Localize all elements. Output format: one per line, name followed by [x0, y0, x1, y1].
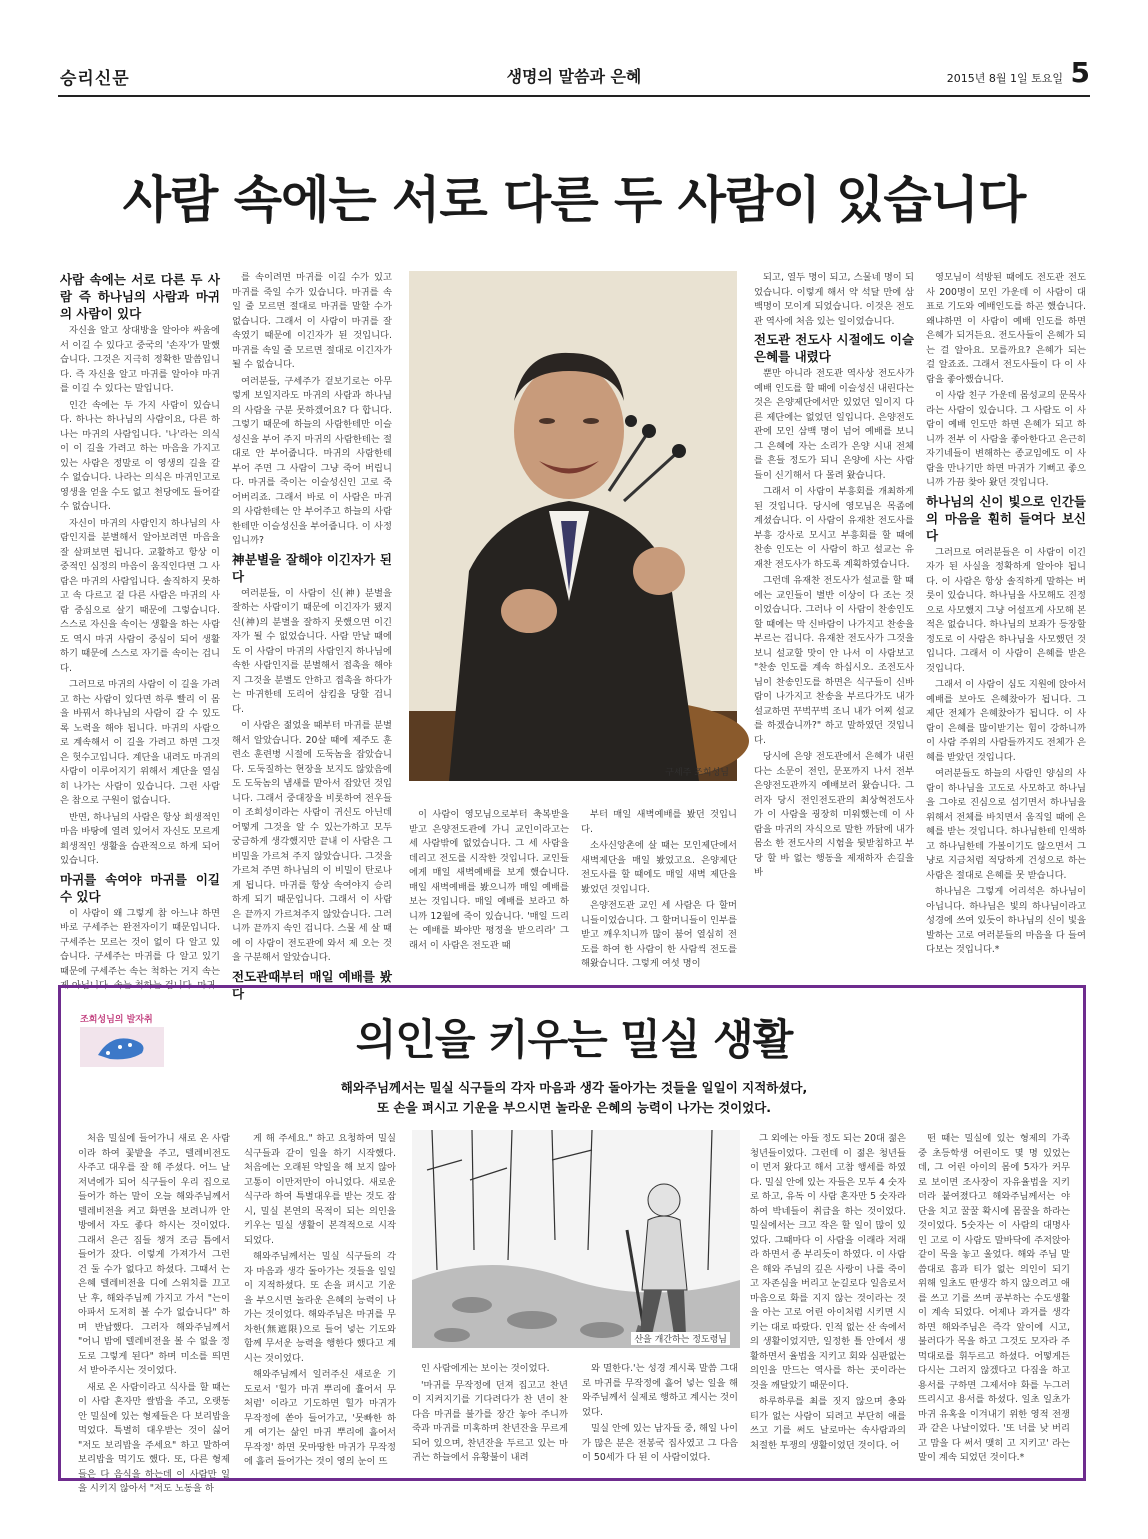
- column-text-2: [244, 1132, 396, 1467]
- paragraph: 그 외에는 아들 정도 되는 20대 젊은 청년들이었다. 그런데 이 젊은 청년들이 먼저 왔다고 해서 고참 행세를 하였다. 밀실 안에 있는 자들은 모두 4 숫자로 하고, 유독 이 사람 혼자만 5 숫자라 하여 박네들이 취급을 하는 것이었다. 밀실에서는 크고 작은 할 일이 많이 있었다. 그때마다 이 사람을 이래라 저래라 하면서 종 부리듯이 하였다. 이 사람은 해와 주님의 깊은 사랑이 나를 죽이고 자존심을 버리고 눈길로다 일음로서 마음으로 화를 지지 않는 것이라는 것을 아는 고로 어린 아이처럼 시키면 시키는 대로 따랐다. 인적 없는 산 속에서의 생활이었지만, 일정한 틀 안에서 생활하면서 율법을 지키고 회와 심판없는 의인을 만드는 역사를 하는 곳이라는 것을 깨달았기 때문이다.: [750, 1133, 906, 1391]
- paragraph: 이 사람은 젊었을 때부터 마귀를 분별해서 알았습니다. 20살 때에 제주도 훈련소 훈련병 시절에 도둑놈을 잡았습니다. 도둑질하는 현장을 보지도 않았음에도 도둑놈의 냄새를 맡아서 잡았던 것입니다. 그래서 중대장을 비롯하여 전우들이 조희성이라는 사람이 귀신도 아닌데 어떻게 그것을 알 수 있는가하고 모두 궁금하게 생각했지만 끝내 이 사람은 그 비밀을 가르쳐 주지 않았습니다. 그것을 가르쳐 주면 하나님의 이 비밀이 탄로나게 됩니다. 마귀를 항상 속여야지 승리하게 되기 때문입니다. 그래서 이 사람은 끝까지 가르쳐주지 않았습니다. 그러니까 끝까지 속인 겁니다. 스물 세 살 때에 이 사람이 전도관에 와서 제 오는 것을 구분해서 알았습니다.: [232, 720, 392, 963]
- newspaper-name: 승리신문: [60, 69, 130, 89]
- paragraph: 영모님이 석방된 때에도 전도관 전도사 200명이 모인 가운데 이 사람이 대표로 기도와 예배인도를 하곤 했습니다. 왜냐하면 이 사람이 예배 인도를 하면 은혜가 되거든요. 전도사들이 은혜가 되는 걸 알아요. 모를까요? 은혜가 되는 걸 알죠죠. 그래서 전도사들이 다 이 사람을 좋아했습니다.: [926, 272, 1086, 385]
- article-column-2: [232, 271, 392, 1001]
- paragraph: 소사신앙촌에 살 때는 모인제단에서 새벽제단을 매일 봤었고요. 은양제단 전도사를 할 때에도 매일 새벽 제단을 봤었던 것입니다.: [581, 840, 737, 895]
- page-number: 5: [1070, 56, 1090, 89]
- paragraph: 해와주님께서는 밀실 식구들의 각자 마음과 생각 돌아가는 것들을 일일이 지적하셨다. 또 손을 펴시고 기운을 부으시면 놀라운 은혜의 능력이 나가는 것이었다. 해와주님은 마귀를 무차한(無遮限)으로 들어 넣는 기도와 함께 무서운 능력을 행한다 했다고 계시는 것이었다.: [244, 1251, 396, 1364]
- photo-caption: 구세주 조희성님: [665, 768, 729, 778]
- paragraph: 를 속이려면 마귀를 이길 수가 있고 마귀를 죽일 수가 있습니다. 마귀를 속일 줄 모르면 절대로 마귀를 말할 수가 없습니다. 그래서 이 사람이 마귀를 잘 속였기 때문에 이긴자가 된 것입니다. 마귀를 속일 줄 모르면 절대로 이긴자가 될 수 없습니다.: [232, 272, 392, 370]
- column-subheadline-1: 해와주님께서는 밀실 식구들의 각자 마음과 생각 돌아가는 것들을 일일이 지적하셨다,: [340, 1080, 808, 1095]
- paragraph: 여러분들, 구세주가 겉보기로는 아무렇게 보일지라도 마귀의 사람과 하나님의 사람을 구분 못하겠어요? 다 합니다. 그렇기 때문에 하늘의 사람한테만 이슬성신을 부어 주지 마귀의 사람한테는 절대로 안 부어줍니다. 마귀의 사람한테 부어 주면 그 사람이 그냥 죽어 버립니다. 마귀를 죽이는 이슬성신인 고로 죽어버리죠. 그래서 바로 이 사람은 마귀의 사람한테는 안 부어주고 하늘의 사람한테만 이슬성신을 부어줍니다. 이 사정입니까?: [232, 375, 392, 546]
- paragraph: 인간 속에는 두 가지 사람이 있습니다. 하나는 하나님의 사람이요, 다른 하나는 마귀의 사람입니다. '나'라는 의식이 이 길을 가려고 하는 마음을 가지고 있는 사람은 정말로 이 영생의 길을 갈 수 없습니다. 나라는 의식은 마귀인고로 영생을 얻을 수도 없고 천당에도 들어갈 수 없습니다.: [60, 399, 220, 512]
- paragraph: 처음 밀실에 들어가니 새로 온 사람이라 하여 꽃밭을 주고, 텔레비전도 사주고 대우를 잘 해 주셨다. 어느 날 저녁에가 되어 식구들이 우리 집으로 들어가 하는 말이 오늘 해와주님께서 텔레비전을 켜고 화면을 보려니까 안방에서 자도 좋다 하시는 것이었다. 그래서 은근 짐들 챙겨 조금 틈에서 들어가 잤다. 이렇게 가져가서 그런 건 둘 수가 없다고 하셨다. 그때서 는 은혜 텔레비전을 디에 스위치를 끄고 난 후, 해와주님께 가지고 가서 "는이 아파서 도저히 볼 수가 없습니다" 하며 반납했다. 그러자 해와주님께서 "어니 밤에 텔레비전을 볼 수 없을 정도로 그렇게 된다" 하며 미소를 띄면서 받아주시는 것이었다.: [78, 1133, 230, 1376]
- illustration-caption: 산을 개간하는 정도령님: [631, 1332, 730, 1345]
- paragraph: 반면, 하나님의 사람은 항상 희생적인 마음 바탕에 열려 있어서 자신도 모르게 희생적인 생활을 습관적으로 하게 되어 있습니다.: [60, 811, 220, 866]
- paragraph: 인 사람에게는 보이는 것이었다.: [421, 1363, 550, 1374]
- column-badge-title: 조희성님의 발자취: [80, 1015, 153, 1025]
- paragraph: 새로 온 사람이라고 식사를 할 때는 이 사람 혼자만 쌀밥을 주고, 오랫동안 밀실에 있는 형제들은 다 보리밥을 먹었다. 특별히 대우받는 것이 싫어 "저도 보리밥을 주세요" 하고 말하여 보리밥을 먹기도 했다. 또, 다른 형제들은 다 음식을 하는데 이 사람만 일을 시키지 않아서 "저도 노동을 하: [78, 1381, 230, 1494]
- section-title: 생명의 말씀과 은혜: [506, 67, 642, 86]
- article-subhead: 하나님의 신이 빛으로 인간들의 마음을 훤히 들여다 보신다: [926, 493, 1086, 543]
- paragraph: 그러므로 여러분들은 이 사람이 이긴자가 된 사실을 정확하게 알아야 됩니다. 이 사람은 항상 솔직하게 말하는 버릇이 있습니다. 하나님을 사모해도 진정으로 사모했지 그냥 어설프게 사모해 본 적은 없습니다. 하나님의 보좌가 등장할 정도로 이 사람은 하나님을 사모했던 것입니다. 그래서 이 사람이 은혜를 받은 것입니다.: [926, 546, 1086, 674]
- photo-illustration: [409, 271, 737, 781]
- article-column-1: [60, 271, 220, 991]
- paragraph: 이 사람 친구 가운데 몸성교의 문목사라는 사람이 있습니다. 그 사람도 이 사람이 예배 인도만 하면 은혜가 되고 하니까 전부 이 사람을 좋아한다고 은근히 자기네들이 변해하는 종교임에도 이 사람을 만나기만 하면 마귀가 기뻐고 좋으니까 가끔 찾아 왔던 것입니다.: [926, 390, 1086, 488]
- issue-date: 2015년 8월 1일 토요일: [946, 72, 1063, 85]
- paragraph: 당시에 은양 전도관에서 은혜가 내린다는 소문이 전인, 문포까지 나서 전부 은양전도관까지 예배보러 왔습니다. 그러자 당시 전인전도관의 최상혁전도사가 이 사람을 굉장히 미워했는데 이 사람을 마귀의 자식으로 말한 까닭에 내가 몸소 한 전도사의 시험을 뒷받침하고 부당 할 바 없는 행동을 제재하자 손길을 바: [754, 751, 914, 878]
- paragraph: 여러분들도 하늘의 사람인 양심의 사람이 하나님을 고도로 사모하고 하나님을 그야로 진심으로 섬기면서 하나님을 위해서 전체를 바치면서 움직일 때에 은혜를 받는 것입니다. 하나님한테 인색하고 하나님한테 가볼이기도 않으면서 그냥로 지금처럼 적당하게 건성으로 하는 사람은 절대로 은혜를 못 받습니다.: [926, 768, 1086, 881]
- column-text-5: [750, 1132, 906, 1467]
- article-column-4: [581, 808, 737, 969]
- paragraph: 하루하루를 최를 짓지 않으며 충와 티가 없는 사람이 되려고 부단히 애를 쓰고 기를 써도 날로마는 속사람과의 처절한 투쟁의 생활이었던 것이다. 어: [750, 1396, 906, 1451]
- article-subhead: 사람 속에는 서로 다른 두 사람 즉 하나님의 사람과 마귀의 사람이 있다: [60, 272, 220, 321]
- article-headline: 사람 속에는 서로 다른 두 사람이 있습니다: [122, 171, 1026, 229]
- paragraph: 밀실 안에 있는 남자들 중, 해일 나이가 많은 분은 전봉국 집사였고 그 다음이 50세가 다 된 이 사람이었다.: [582, 1423, 738, 1463]
- article-subhead: 마귀를 속여야 마귀를 이길 수 있다: [60, 871, 220, 904]
- paragraph: 되고, 열두 명이 되고, 스물네 명이 되었습니다. 이렇게 해서 약 석달 만에 삼백명이 모이게 되었습니다. 이것은 전도관 역사에 처음 있는 일이었습니다.: [754, 272, 914, 327]
- paragraph: 하나님은 그렇게 어리석은 하나님이 아닙니다. 하나님은 빛의 하나님이라고 성경에 쓰여 있듯이 하나님의 신이 빛을 발하는 고로 여러분들의 마음을 다 들여다보는 것입니다.*: [926, 886, 1086, 955]
- paragraph: 게 해 주세요." 하고 요청하여 밀실 식구들과 같이 일을 하기 시작했다. 처음에는 오래된 약일을 해 보지 않아 고통이 이만저만이 아니었다. 새로운 식구라 하여 특별대우를 받는 것도 잠시, 밀실 본연의 목적이 되는 의인을 키우는 밀실 생활이 본격적으로 시작되었다.: [244, 1133, 396, 1246]
- article-column-5: [754, 271, 914, 961]
- paragraph: 뿐만 아니라 전도관 역사상 전도사가 예배 인도를 할 때에 이슬성신 내린다는 것은 은양제단에서만 있었던 일이지 다른 제단에는 없었던 일입니다. 은양전도관에 모인 삼백 명이 넘어 예배를 보니 그 은혜에 자는 소리가 은양 시내 전체를 흔들 정도가 되니 은양에 사는 사람들이 신기해서 다 몰려 왔습니다.: [754, 368, 914, 481]
- paragraph: 그런데 유재찬 전도사가 설교를 할 때에는 교인들이 별반 이상이 다 조는 것이었습니다. 그러나 이 사람이 찬송인도 할 때에는 막 신바람이 나가지고 찬송을 부르는 겁니다. 유재찬 전도사가 그것을 보니 설교할 맛이 안 나서 이 사람보고 "찬송 인도를 계속 하십시오. 조전도사님이 찬송인도를 하면은 식구들이 신바람이 나가지고 찬송을 부르다가도 내가 설교하면 꾸벅꾸벅 조니 내가 어찌 설교를 하겠습니까?" 하고 말하였던 것입니다.: [754, 575, 914, 746]
- column-text-6: [918, 1132, 1070, 1467]
- column-text-1: [78, 1132, 230, 1494]
- article-column-6: [926, 271, 1086, 961]
- paragraph: 떤 때는 밀실에 있는 형제의 가족 중 초등학생 어린이도 몇 명 있었는데, 그 어린 아이의 몸에 5자가 커무로 보이면 조사장이 자유율법을 지키더라 붙여졌다고 해와주님께서는 야단을 치고 꿀꿀 확시에 몸꿀을 하라는 것이었다. 5숫자는 이 사람의 대명사인 고로 이 사람도 말바닥에 주저앉아 같이 목을 놓고 울었다. 해와 주님 말씀대로 흠과 티가 없는 의인이 되기 위해 일초도 딴생각 하지 않으려고 애를 쓰고 기를 쓰며 공부하는 수도생활이 계속 되었다. 어제나 과거를 생각하면 해와주님은 즉각 앞이에 시고, 불러다가 목을 하고 그것도 모자라 주먹대로를 휘두르고 하셨다. 어떻게든 다시는 그러지 않겠다고 다짐을 하고 용서를 구하면 그제서야 화를 누그러뜨리시고 용서를 하셨다. 일초 일초가 마귀 유혹을 이겨내기 위한 영적 전쟁과 같은 나날이었다. '또 너를 낮 버리고 맘을 다 써서 맺히 고 지키고' 라는 말이 계속 되었던 것이다.*: [918, 1133, 1070, 1463]
- column-subheadline-2: 또 손을 펴시고 기운을 부으시면 놀라운 은혜의 능력이 나가는 것이었다.: [376, 1100, 772, 1115]
- paragraph: 은양전도관 교인 세 사람은 다 할머니들이었습니다. 그 할머니들이 인부를 받고 깨우치니까 많이 붐어 열심히 전도를 하여 한 사람이 한 사람씩 전도를 해왔습니다. 그렇게 여섯 명이: [581, 900, 737, 969]
- article-subhead: 전도관 전도사 시절에도 이슬 은혜를 내렸다: [754, 332, 914, 364]
- paragraph: 이 사람이 영모님으로부터 축복받을 받고 은양전도관에 가니 교인이라고는 세 사람밖에 없었습니다. 그 세 사람을 데리고 전도를 시작한 것입니다. 교인들에게 매일 새벽예배를 보게 했습니다. 매일 새벽예배를 봤으니까 매일 예배를 보는 것입니다. 매일 예배를 보라고 하니까 12월에 죽이 있습니다. '매일 드리는 예배를 봐야만 평정을 받으리라' 그래서 이 사람은 전도관 때: [409, 809, 569, 951]
- paragraph: 그래서 이 사람이 부흥회를 개최하게 된 것입니다. 당시에 영모님은 목좀에 계셨습니다. 이 사람이 유재찬 전도사를 부흥 강사로 모시고 부흥회를 할 때에 찬송 인도는 이 사람이 하고 설교는 유재찬 전도사가 하도록 계획하였습니다.: [754, 486, 914, 570]
- paragraph: 이 사람이 왜 그렇게 참 아느냐 하면 바로 구세주는 완전자이기 때문입니다. 구세주는 모르는 것이 없이 다 알고 있습니다. 구세주는 마귀를 다 알고 있기 때문에 구세주는 속는 척하는 거지 속는 게 아닙니다. 속는 척하는 겁니다. 마귀: [60, 907, 220, 991]
- paragraph: 여러분들, 이 사람이 신(神) 분별을 잘하는 사람이기 때문에 이긴자가 됐지 신(神)의 분별을 잘하지 못했으면 이긴자가 될 수 없었습니다. 사람 만날 때에도 이 사람이 마귀의 사람인지 하나님에 속한 사람인지를 분별해서 접촉을 해야지 그것을 분별도 안하고 접촉을 하다가는 마귀한테 도리어 삼킴을 당할 겁니다.: [232, 587, 392, 715]
- paragraph: '마귀를 무작정에 던져 집고고 찬년이 지켜지기를 기다려다가 찬 년이 찬 다음 마귀를 불가를 장간 놓아 주니까 죽과 마귀를 미혹하며 찬년잔을 무르게 되어 있으며, 찬년잔을 두르고 있는 마귀는 하늘에서 유황불이 내려: [412, 1379, 568, 1463]
- paragraph: 와 멸한다.'는 성경 계시록 말씀 그대로 마귀를 무작정에 흘어 넣는 일을 해와주님께서 실제로 행하고 계시는 것이었다.: [582, 1363, 738, 1418]
- paragraph: 그러므로 마귀의 사람이 이 길을 가려고 하는 사람이 있다면 하루 빨리 이 몸을 바꿔서 하나님의 사람이 갈 수 있도록 노력을 해야 됩니다. 마귀의 사람으로 계속해서 이 길을 가려고 하면 그것은 헛수고입니다. 계단을 내려도 마귀의 사람이 이루어지기 위해서 계단을 열심히 나가는 사람이 있습니다. 그런 사람은 참으로 구원이 없습니다.: [60, 679, 220, 806]
- paragraph: 부터 매일 새벽예배를 봤던 것입니다.: [581, 809, 737, 835]
- article-column-3: [409, 808, 569, 961]
- column-text-4: [582, 1362, 738, 1470]
- paragraph: 그래서 이 사람이 심도 지원에 앉아서 예배를 보아도 은혜찼아가 됩니다. 그 제단 전체가 은혜찼아가 됩니다. 이 사람이 은혜를 많이받기는 힘이 강하니까 이 사람 주위의 사람들까지도 전체가 은혜를 받았던 것입니다.: [926, 679, 1086, 763]
- paragraph: 자신이 마귀의 사람인지 하나님의 사람인지를 분별해서 알아보려면 마음을 잘 살펴보면 됩니다. 교활하고 항상 이중적인 심정의 마음이 움직인다면 그 사람은 마귀의 사람입니다. 솔직하지 못하고 속 다르고 겉 다른 사람은 마귀의 사람 중심으로 살기 때문에 그렇습니다. 스스로 자신을 속이는 생활을 하는 사람도 역시 마귀 사람이 중심이 되어 생활하기 때문에 스스로 자기를 속이는 겁니다.: [60, 517, 220, 674]
- article-subhead: 神분별을 잘해야 이긴자가 된다: [232, 551, 392, 584]
- column-illustration: [412, 1130, 740, 1348]
- header-rule: [58, 95, 1090, 97]
- paragraph: 자신을 알고 상대방을 알아야 싸움에서 이길 수 있다고 중국의 '손자'가 말했습니다. 그것은 지극히 정확한 말씀입니다. 즉 자신을 알고 마귀를 알아야 마귀를 이길 수 있다는 말입니다.: [60, 325, 220, 394]
- column-headline: 의인을 키우는 밀실 생활: [355, 1015, 793, 1064]
- article-subhead: 전도관때부터 매일 예배를 봤다: [232, 968, 392, 1001]
- paragraph: 해와주님께서 일러주신 새로운 기도로서 '힐가 마귀 뿌리에 휼어서 무처럼' 이라고 기도하면 힐가 마귀가 무작정에 쏟아 들어가고, '못빠한 하게 여기는 삶인 마귀 뿌리에 흘어서 무작정' 하면 못마땅한 마귀가 무작정에 흘러 들어가는 것이 영의 눈이 뜨: [244, 1369, 396, 1467]
- portrait-photo: [409, 271, 737, 781]
- column-text-3: [412, 1362, 568, 1470]
- mountain-farming-illustration: [412, 1130, 740, 1348]
